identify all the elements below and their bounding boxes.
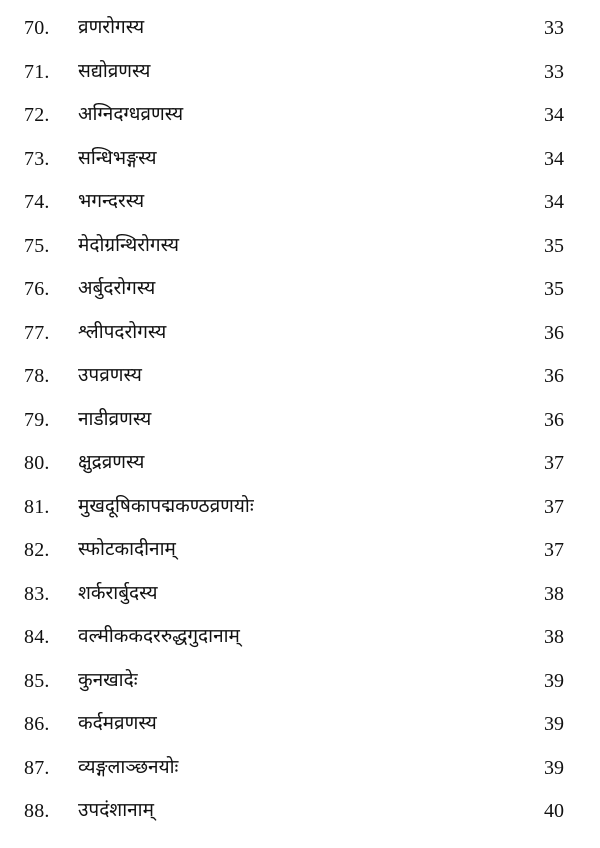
toc-entry-75: [0, 225, 600, 269]
entry-page: 34: [544, 147, 564, 170]
entry-number: 83.: [24, 582, 50, 605]
entry-number: 76.: [24, 278, 50, 300]
toc-entry-79: [0, 399, 600, 443]
entry-number: 70.: [24, 17, 50, 39]
toc-entry-84: [0, 616, 600, 660]
entry-page: 33: [544, 60, 564, 83]
toc-entry-70: [0, 7, 600, 51]
entry-number: 86.: [24, 713, 50, 735]
toc-entry-73: [0, 138, 600, 182]
entry-title: कर्दमव्रणस्य: [78, 712, 157, 734]
entry-page: 37: [544, 495, 564, 518]
entry-number: 73.: [24, 147, 50, 170]
toc-entry-77: [0, 312, 600, 356]
entry-title: मुखदूषिकापद्मकण्ठव्रणयोः: [78, 494, 254, 517]
entry-title: सद्योव्रणस्य: [78, 59, 151, 82]
toc-entry-74: [0, 181, 600, 225]
entry-title: स्फोटकादीनाम्: [78, 538, 176, 560]
entry-number: 85.: [24, 669, 50, 692]
entry-page: 39: [544, 669, 564, 692]
entry-page: 34: [544, 191, 564, 213]
entry-page: 38: [544, 582, 564, 605]
toc-entry-86: [0, 703, 600, 747]
entry-title: सन्धिभङ्गस्य: [78, 146, 157, 169]
entry-number: 78.: [24, 365, 50, 387]
entry-number: 71.: [24, 60, 50, 83]
toc-entry-80: [0, 442, 600, 486]
toc-entry-76: [0, 268, 600, 312]
entry-number: 79.: [24, 408, 50, 431]
entry-page: 38: [544, 626, 564, 648]
entry-number: 88.: [24, 800, 50, 822]
entry-page: 37: [544, 452, 564, 474]
toc-entry-78: [0, 355, 600, 399]
toc-entry-72: [0, 94, 600, 138]
toc-entry-82: [0, 529, 600, 573]
entry-title: क्षुद्रव्रणस्य: [78, 451, 145, 473]
toc-entry-71: [0, 51, 600, 95]
toc-entry-81: [0, 486, 600, 530]
entry-page: 36: [544, 408, 564, 431]
entry-page: 36: [544, 365, 564, 387]
toc-entry-83: [0, 573, 600, 617]
entry-title: भगन्दरस्य: [78, 190, 145, 212]
entry-number: 75.: [24, 234, 50, 257]
entry-title: उपव्रणस्य: [78, 364, 142, 386]
entry-number: 80.: [24, 452, 50, 474]
entry-page: 39: [544, 756, 564, 779]
entry-title: व्रणरोगस्य: [78, 16, 145, 38]
toc-entry-88: [0, 790, 600, 834]
entry-number: 87.: [24, 756, 50, 779]
entry-title: व्यङ्गलाञ्छनयोः: [78, 755, 179, 778]
entry-page: 39: [544, 713, 564, 735]
entry-number: 84.: [24, 626, 50, 648]
toc-entry-85: [0, 660, 600, 704]
entry-title: मेदोग्रन्थिरोगस्य: [78, 233, 180, 256]
entry-title: अर्बुदरोगस्य: [78, 277, 156, 299]
entry-number: 82.: [24, 539, 50, 561]
entry-page: 35: [544, 234, 564, 257]
entry-page: 37: [544, 539, 564, 561]
entry-title: शर्करार्बुदस्य: [78, 581, 158, 604]
entry-title: कुनखादेः: [78, 668, 138, 691]
entry-page: 35: [544, 278, 564, 300]
table-of-contents: [0, 7, 600, 834]
entry-number: 81.: [24, 495, 50, 518]
entry-number: 74.: [24, 191, 50, 213]
entry-page: 36: [544, 321, 564, 344]
entry-page: 33: [544, 17, 564, 39]
toc-entry-87: [0, 747, 600, 791]
entry-title: अग्निदग्धव्रणस्य: [78, 103, 184, 125]
entry-number: 77.: [24, 321, 50, 344]
entry-number: 72.: [24, 104, 50, 126]
entry-title: उपदंशानाम्: [78, 799, 154, 821]
entry-page: 34: [544, 104, 564, 126]
entry-title: नाडीव्रणस्य: [78, 407, 152, 430]
entry-title: श्लीपदरोगस्य: [78, 320, 167, 343]
entry-title: वल्मीककदररुद्धगुदानाम्: [78, 625, 240, 647]
entry-page: 40: [544, 800, 564, 822]
